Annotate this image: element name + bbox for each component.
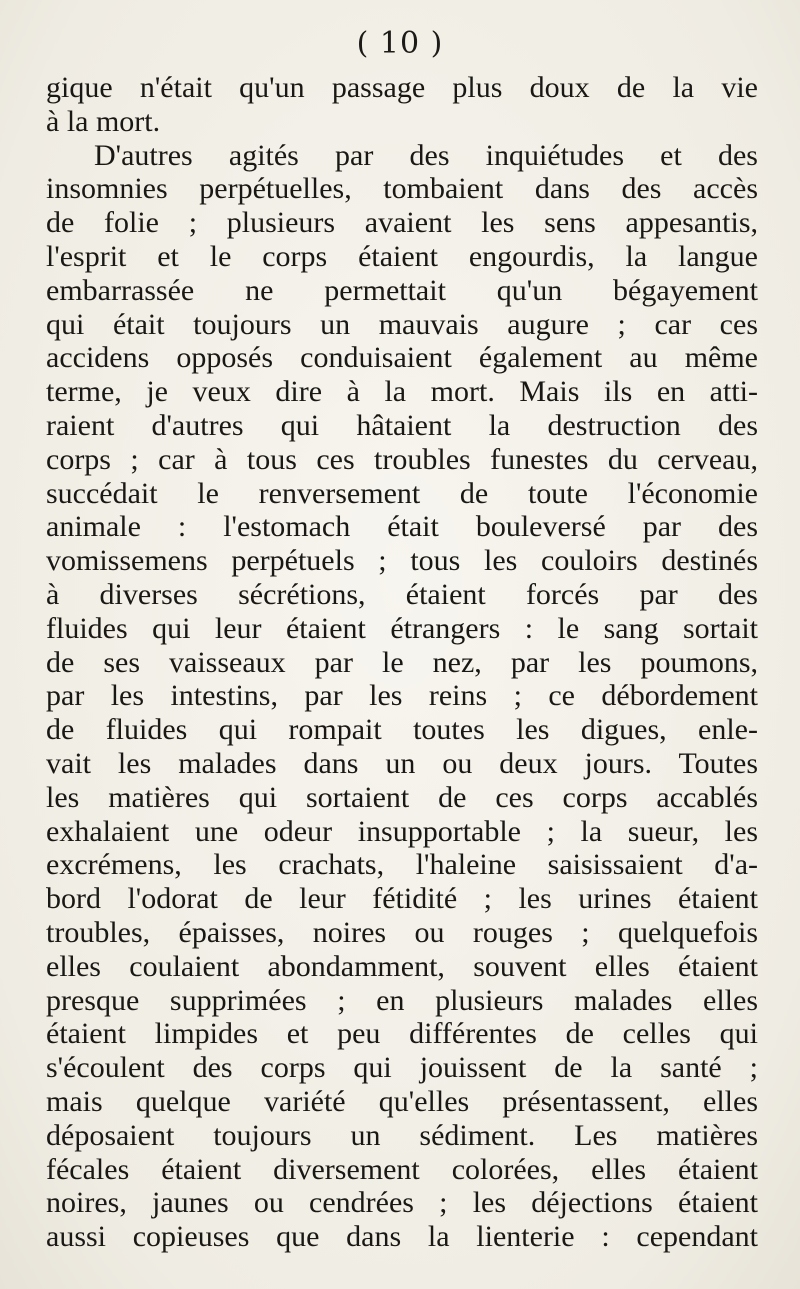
text-line: succédait le renversement de toute l'économie [46, 476, 758, 510]
text-line: gique n'était qu'un passage plus doux de la vie [46, 71, 758, 104]
text-line: noires, jaunes ou cendrées ; les déjections étaient [46, 1186, 758, 1220]
body-text [46, 71, 758, 1254]
text-line: accidens opposés conduisaient également au même [46, 341, 758, 375]
text-line: par les intestins, par les reins ; ce débordement [46, 679, 758, 713]
text-line: insomnies perpétuelles, tombaient dans des accès [46, 172, 758, 206]
text-line: de fluides qui rompait toutes les digues, enle- [46, 713, 758, 747]
text-line: aussi copieuses que dans la lienterie : cependant [46, 1220, 758, 1254]
text-line: animale : l'estomach était bouleversé par des [46, 510, 758, 544]
page-number: ( 10 ) [356, 26, 444, 61]
text-line: D'autres agités par des inquiétudes et des [94, 138, 758, 172]
text-line: embarrassée ne permettait qu'un bégayement [46, 273, 758, 307]
text-line: elles coulaient abondamment, souvent elles étaient [46, 949, 758, 983]
text-line: s'écoulent des corps qui jouissent de la santé ; [46, 1051, 758, 1085]
text-line: fluides qui leur étaient étrangers : le sang sortait [46, 611, 758, 645]
text-line: étaient limpides et peu différentes de celles qui [46, 1017, 758, 1051]
text-line: l'esprit et le corps étaient engourdis, la langue [46, 239, 758, 273]
text-line: mais quelque variété qu'elles présentassent, elles [46, 1084, 758, 1118]
text-line: presque supprimées ; en plusieurs malades elles [46, 983, 758, 1017]
text-line: déposaient toujours un sédiment. Les matières [46, 1118, 758, 1152]
text-line: les matières qui sortaient de ces corps accablés [46, 780, 758, 814]
text-line: à diverses sécrétions, étaient forcés par des [46, 577, 758, 611]
text-line: troubles, épaisses, noires ou rouges ; quelquefois [46, 915, 758, 949]
text-line: à la mort. [46, 104, 161, 138]
text-line: raient d'autres qui hâtaient la destruction des [46, 408, 758, 442]
text-line: vomissemens perpétuels ; tous les couloirs destinés [46, 544, 758, 578]
text-line: vait les malades dans un ou deux jours. Toutes [46, 746, 758, 780]
text-line: terme, je veux dire à la mort. Mais ils en atti- [46, 375, 758, 409]
text-line: bord l'odorat de leur fétidité ; les urines étaient [46, 882, 758, 916]
text-line: qui était toujours un mauvais augure ; car ces [46, 307, 758, 341]
text-line: exhalaient une odeur insupportable ; la sueur, les [46, 814, 758, 848]
text-line: de ses vaisseaux par le nez, par les poumons, [46, 645, 758, 679]
text-line: de folie ; plusieurs avaient les sens appesantis, [46, 206, 758, 240]
text-line: corps ; car à tous ces troubles funestes du cerveau, [46, 442, 758, 476]
text-line: fécales étaient diversement colorées, elles étaient [46, 1152, 758, 1186]
text-line: excrémens, les crachats, l'haleine saisissaient d'a- [46, 848, 758, 882]
